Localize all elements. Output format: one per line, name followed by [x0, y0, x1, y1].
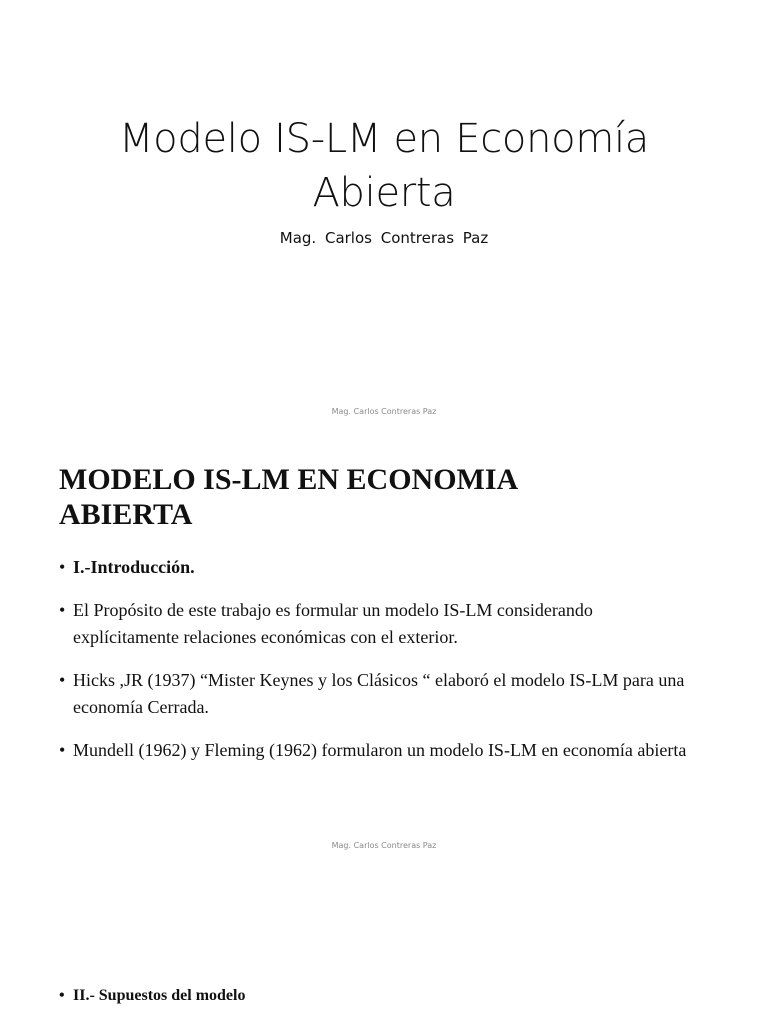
bullet-list: [59, 554, 699, 780]
title-slide: [0, 0, 768, 430]
bullet-dot: •: [59, 600, 66, 620]
slide-subtitle-author: Mag. Carlos Contreras Paz: [279, 229, 489, 247]
slide-heading-line-2: ABIERTA: [59, 498, 193, 531]
slide-footer: Mag. Carlos Contreras Paz: [331, 841, 437, 850]
introduction-slide: [0, 430, 768, 1024]
slide-footer: Mag. Carlos Contreras Paz: [331, 407, 437, 416]
slide-heading-line-1: MODELO IS-LM EN ECONOMIA: [59, 463, 519, 496]
bullet-item: [59, 737, 699, 764]
slide-title-line-2: Abierta: [312, 170, 456, 216]
bullet-text: El Propósito de este trabajo es formular un modelo IS-LM considerando explícitamente relaciones económicas con el exterior.: [73, 600, 593, 647]
bullet-dot: •: [59, 987, 65, 1004]
bullet-item: [59, 554, 699, 581]
bullet-dot: •: [59, 670, 66, 690]
bullet-item: [59, 667, 699, 721]
slide-heading: [59, 462, 739, 532]
bullet-item: [59, 597, 699, 651]
bullet-text: I.-Introducción.: [73, 557, 195, 577]
next-slide-bullet: [59, 985, 245, 1007]
bullet-dot: •: [59, 740, 66, 760]
slide-title: [0, 112, 768, 220]
bullet-dot: •: [59, 557, 66, 577]
bullet-text: II.- Supuestos del modelo: [73, 987, 246, 1004]
slide-title-line-1: Modelo IS-LM en Economía: [118, 116, 650, 162]
bullet-text: Hicks ,JR (1937) “Mister Keynes y los Clásicos “ elaboró el modelo IS-LM para una economía Cerrada.: [73, 670, 685, 717]
bullet-text: Mundell (1962) y Fleming (1962) formularon un modelo IS-LM en economía abierta: [73, 740, 687, 760]
